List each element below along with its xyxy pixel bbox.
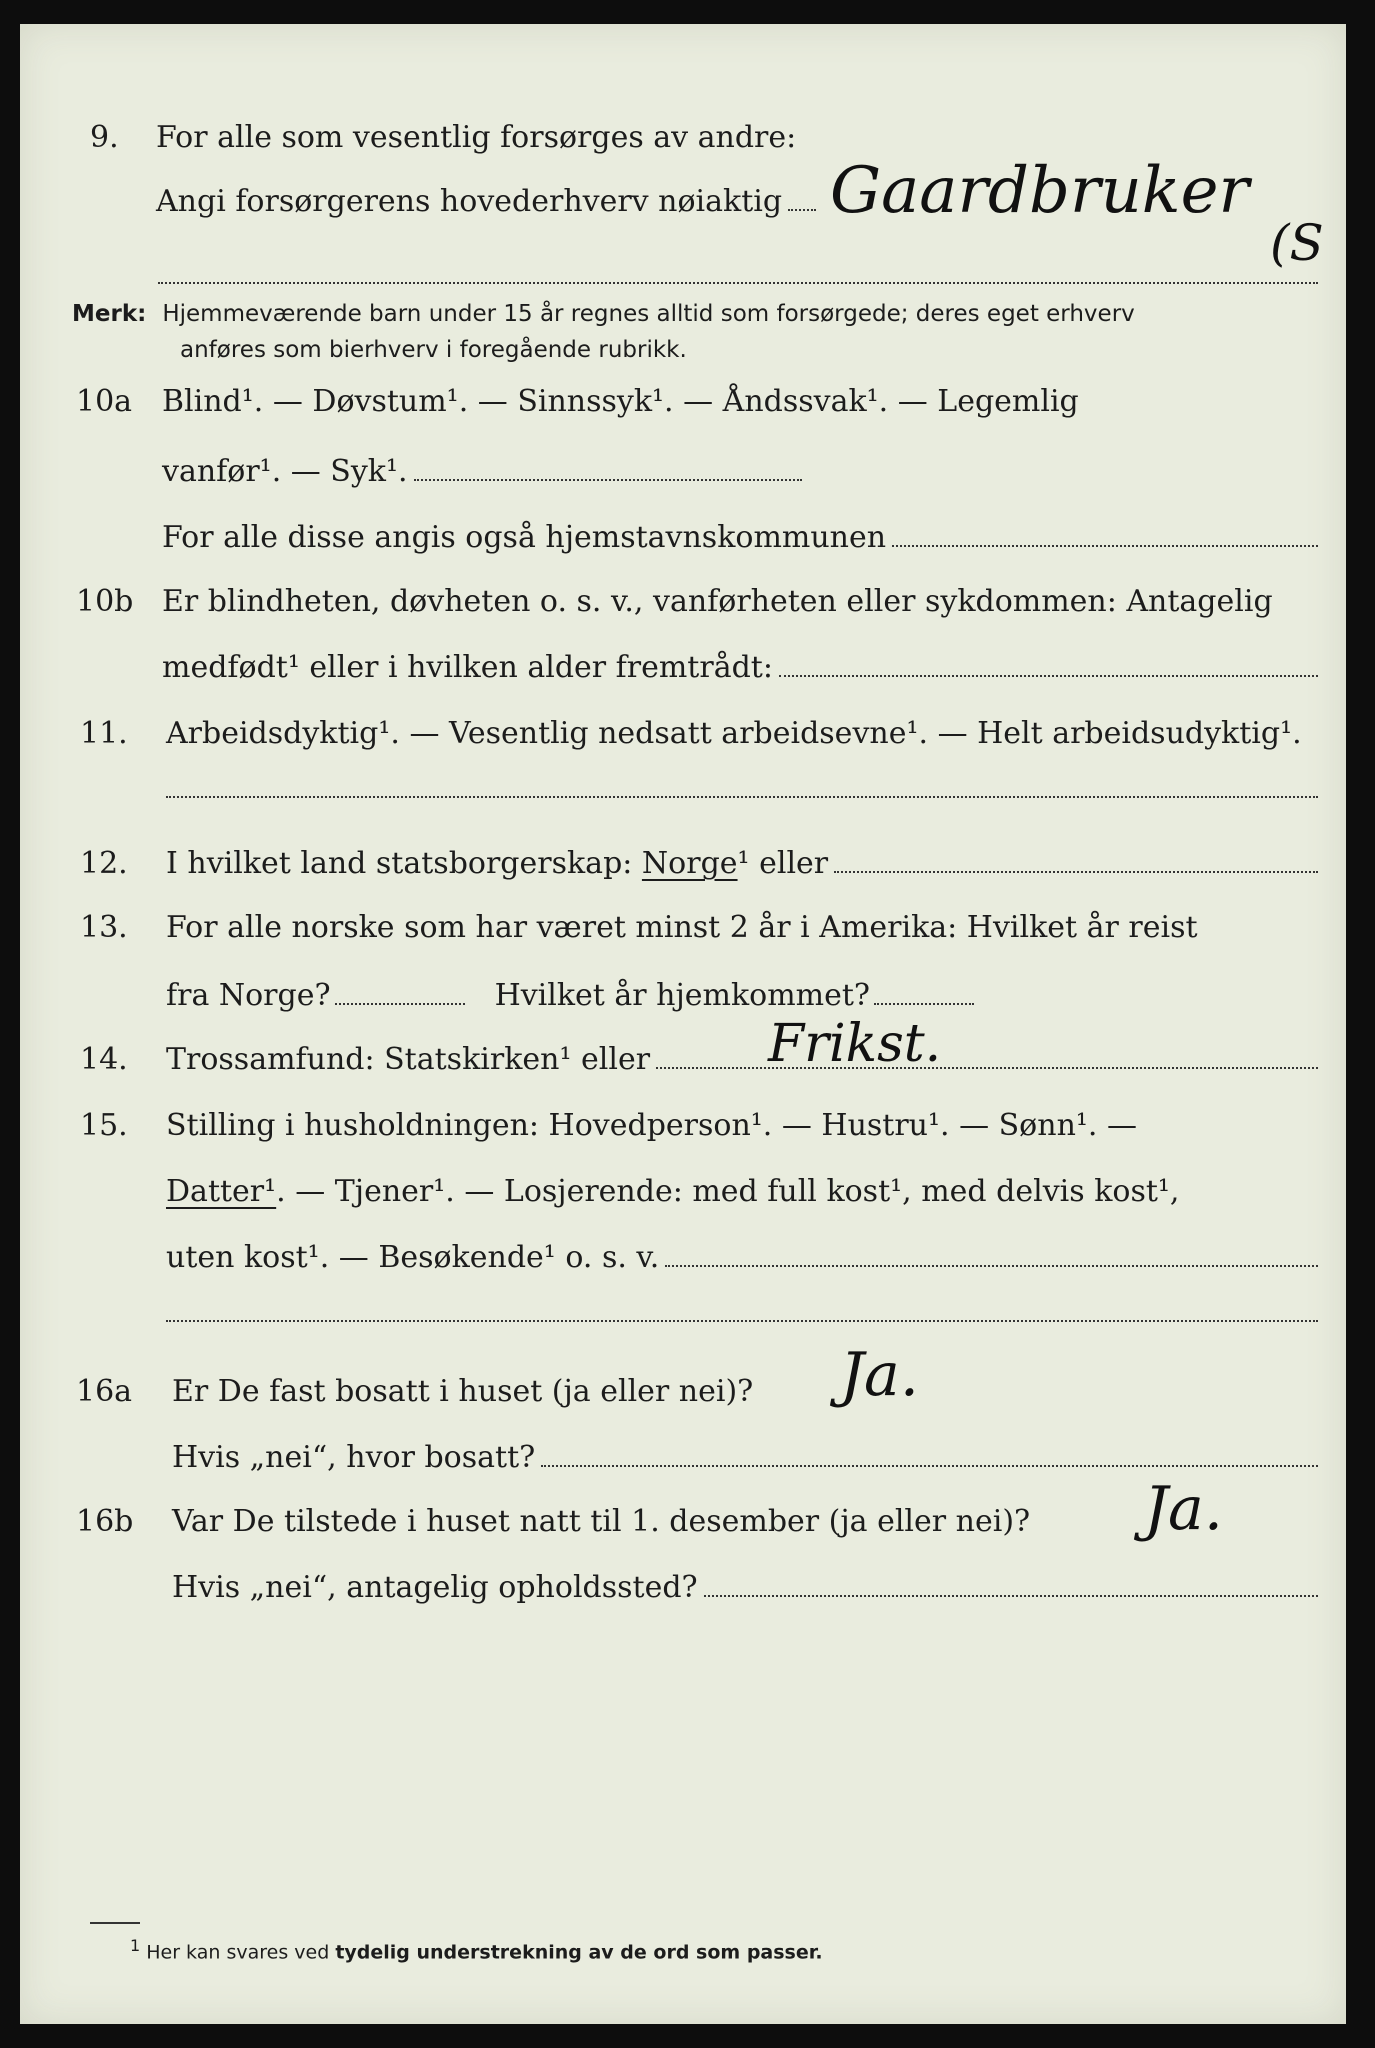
q11-answer-line — [166, 796, 1318, 798]
q9-answer-leader — [788, 208, 816, 211]
q14-line: Trossamfund: Statskirken¹ eller — [166, 1042, 1318, 1077]
q10a-line1: Blind¹. — Døvstum¹. — Sinnssyk¹. — Åndssvak¹. — Legemlig — [162, 384, 1079, 419]
footnote-rule — [90, 1922, 140, 1924]
q9-answer-line — [158, 282, 1318, 284]
q13-line1: For alle norske som har været minst 2 år i Amerika: Hvilket år reist — [166, 910, 1198, 945]
q12-line: I hvilket land statsborgerskap: Norge ¹ eller — [166, 846, 1318, 881]
q15-number: 15. — [80, 1108, 128, 1143]
q16a-handwritten-answer: Ja. — [840, 1340, 919, 1410]
q10b-line2: medfødt¹ eller i hvilken alder fremtrådt: — [162, 650, 1318, 685]
q12-underlined-norge: Norge — [641, 846, 738, 881]
footnote: $^1$ Her kan svares ved tydelig understrekning av de ord som passer. — [130, 1936, 823, 1964]
q10b-line1: Er blindheten, døvheten o. s. v., vanførheten eller sykdommen: Antagelig — [162, 584, 1273, 619]
q16b-line2: Hvis „nei“, antagelig opholdssted? — [172, 1570, 1318, 1605]
q16a-line2: Hvis „nei“, hvor bosatt? — [172, 1440, 1318, 1475]
q16b-handwritten-answer: Ja. — [1144, 1474, 1223, 1544]
q11-number: 11. — [80, 716, 128, 751]
q10a-line3: For alle disse angis også hjemstavnskommunen — [162, 520, 1318, 555]
merk-label: Merk: — [72, 301, 147, 327]
q16a-line1: Er De fast bosatt i huset (ja eller nei)? — [172, 1374, 754, 1409]
q13-line2: fra Norge? Hvilket år hjemkommet? — [166, 978, 974, 1013]
q9-handwritten-answer: Gaardbruker — [830, 154, 1250, 228]
q10a-line2: vanfør¹. — Syk¹. — [162, 454, 802, 489]
q10b-number: 10b — [76, 584, 134, 619]
q16b-line1: Var De tilstede i huset natt til 1. desember (ja eller nei)? — [172, 1504, 1031, 1539]
q16a-number: 16a — [76, 1374, 133, 1409]
census-form-page — [20, 24, 1346, 2024]
q15-line3: uten kost¹. — Besøkende¹ o. s. v. — [166, 1240, 1318, 1275]
merk-note-line2: anføres som bierhverv i foregående rubrikk. — [180, 337, 687, 363]
q11-line: Arbeidsdyktig¹. — Vesentlig nedsatt arbeidsevne¹. — Helt arbeidsudyktig¹. — [166, 716, 1302, 751]
q9-handwritten-mark: (S — [1270, 214, 1324, 272]
q10a-number: 10a — [76, 384, 133, 419]
q13-number: 13. — [80, 910, 128, 945]
q15-line1: Stilling i husholdningen: Hovedperson¹. — Hustru¹. — Sønn¹. — — [166, 1108, 1137, 1143]
q15-answer-line — [166, 1320, 1318, 1322]
merk-note-line1: Merk: Hjemmeværende barn under 15 år regnes alltid som forsørgede; deres eget erhverv — [72, 301, 1135, 327]
q9-number: 9. — [90, 120, 119, 155]
q14-number: 14. — [80, 1042, 128, 1077]
q12-number: 12. — [80, 846, 128, 881]
q9-line2: Angi forsørgerens hovederhverv nøiaktig — [156, 184, 816, 219]
q15-underlined-datter: Datter¹ — [166, 1174, 277, 1209]
q16b-number: 16b — [76, 1504, 134, 1539]
q9-line1: For alle som vesentlig forsørges av andre: — [156, 120, 797, 155]
q15-line2: Datter¹ . — Tjener¹. — Losjerende: med full kost¹, med delvis kost¹, — [166, 1174, 1180, 1209]
q14-handwritten-answer: Frikst. — [768, 1014, 942, 1074]
